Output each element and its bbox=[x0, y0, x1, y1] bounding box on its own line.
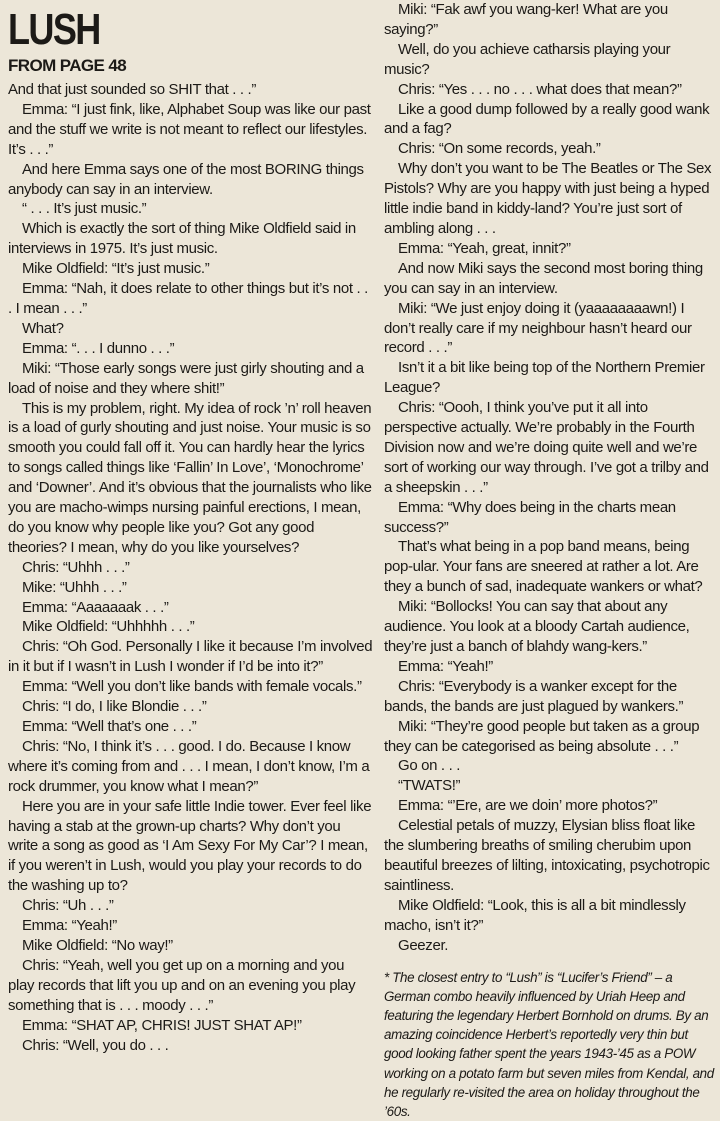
paragraph: Celestial petals of muzzy, Elysian bliss float like the slumbering breaths of smiling cherubim upon beautiful breezes of lilting, intoxicating, psychotropic saintliness. bbox=[384, 816, 718, 896]
paragraph: Miki: “Fak awf you wang-ker! What are you saying?” bbox=[384, 0, 718, 40]
paragraph: Which is exactly the sort of thing Mike Oldfield said in interviews in 1975. It’s just music. bbox=[8, 219, 374, 259]
paragraph: Emma: “Why does being in the charts mean success?” bbox=[384, 498, 718, 538]
paragraph: Well, do you achieve catharsis playing your music? bbox=[384, 40, 718, 80]
paragraph: Like a good dump followed by a really good wank and a fag? bbox=[384, 100, 718, 140]
paragraph: Emma: “Nah, it does relate to other things but it’s not . . . I mean . . .” bbox=[8, 279, 374, 319]
paragraph: Chris: “Well, you do . . . bbox=[8, 1036, 374, 1056]
paragraph: And that just sounded so SHIT that . . .” bbox=[8, 80, 374, 100]
paragraph: “TWATS!” bbox=[384, 776, 718, 796]
left-column bbox=[8, 0, 374, 1055]
paragraph: Emma: “Well you don’t like bands with female vocals.” bbox=[8, 677, 374, 697]
paragraph: Here you are in your safe little Indie tower. Ever feel like having a stab at the grown-up charts? Why don’t you write a song as good as ‘I Am Sexy For My Car’? I mean, if you weren’t in Lush, would you play your records to do the washing up to? bbox=[8, 797, 374, 897]
paragraph: Mike: “Uhhh . . .” bbox=[8, 578, 374, 598]
paragraph: This is my problem, right. My idea of rock ’n’ roll heaven is a load of gurly shouting and just noise. Your music is so smooth you could fall off it. You can hardly hear the lyrics to songs called things like ‘Fallin’ In Love’, ‘Monochrome’ and ‘Downer’. And it’s obvious that the journalists who like you are macho-wimps nursing painful erections, I mean, do you know why people like you? Got any good theories? I mean, why do you like yourselves? bbox=[8, 399, 374, 558]
paragraph: Emma: “Yeah!” bbox=[8, 916, 374, 936]
paragraph: Emma: “. . . I dunno . . .” bbox=[8, 339, 374, 359]
paragraph: Why don’t you want to be The Beatles or The Sex Pistols? Why are you happy with just being a hyped little indie band in kiddy-land? You’re just sort of ambling along . . . bbox=[384, 159, 718, 239]
paragraph: Geezer. bbox=[384, 936, 718, 956]
paragraph: Chris: “No, I think it’s . . . good. I do. Because I know where it’s coming from and . . . I mean, I don’t know, I’m a rock drummer, you know what I mean?” bbox=[8, 737, 374, 797]
paragraph: Miki: “We just enjoy doing it (yaaaaaaaawn!) I don’t really care if my neighbour hasn’t heard our record . . .” bbox=[384, 299, 718, 359]
footnote: * The closest entry to “Lush” is “Lucifer’s Friend” – a German combo heavily influenced by Uriah Heep and featuring the legendary Herbert Bornhold on drums. By an amazing coincidence Herbert’s reportedly very thin but good looking father spent the years 1943-’45 as a POW working on a potato farm but seven miles from Kendal, and he regularly re-visited the area on holiday throughout the ’60s. bbox=[384, 968, 718, 1121]
paragraph: And now Miki says the second most boring thing you can say in an interview. bbox=[384, 259, 718, 299]
paragraph: Emma: “’Ere, are we doin’ more photos?” bbox=[384, 796, 718, 816]
masthead-title: LUSH bbox=[8, 10, 308, 50]
paragraph: Mike Oldfield: “Look, this is all a bit mindlessly macho, isn’t it?” bbox=[384, 896, 718, 936]
continuation-heading: FROM PAGE 48 bbox=[8, 56, 374, 76]
paragraph: Miki: “Those early songs were just girly shouting and a load of noise and they where shit!” bbox=[8, 359, 374, 399]
paragraph: And here Emma says one of the most BORING things anybody can say in an interview. bbox=[8, 160, 374, 200]
paragraph: Chris: “Uhhh . . .” bbox=[8, 558, 374, 578]
paragraph: Chris: “Yeah, well you get up on a morning and you play records that lift you up and on an evening you play something that is . . . moody . . .” bbox=[8, 956, 374, 1016]
paragraph: Emma: “Aaaaaaak . . .” bbox=[8, 598, 374, 618]
paragraph: Mike Oldfield: “Uhhhhh . . .” bbox=[8, 617, 374, 637]
paragraph: What? bbox=[8, 319, 374, 339]
paragraph: Chris: “I do, I like Blondie . . .” bbox=[8, 697, 374, 717]
paragraph: Chris: “Yes . . . no . . . what does that mean?” bbox=[384, 80, 718, 100]
paragraph: Chris: “Uh . . .” bbox=[8, 896, 374, 916]
paragraph: “ . . . It’s just music.” bbox=[8, 199, 374, 219]
paragraph: Emma: “I just fink, like, Alphabet Soup was like our past and the stuff we write is not meant to reflect our lifestyles. It’s . . .” bbox=[8, 100, 374, 160]
paragraph: Emma: “SHAT AP, CHRIS! JUST SHAT AP!” bbox=[8, 1016, 374, 1036]
paragraph: That’s what being in a pop band means, being pop-ular. Your fans are sneered at rather a lot. Are they a bunch of sad, inadequate wankers or what? bbox=[384, 537, 718, 597]
paragraph: Mike Oldfield: “No way!” bbox=[8, 936, 374, 956]
paragraph: Chris: “On some records, yeah.” bbox=[384, 139, 718, 159]
paragraph: Isn’t it a bit like being top of the Northern Premier League? bbox=[384, 358, 718, 398]
paragraph: Mike Oldfield: “It’s just music.” bbox=[8, 259, 374, 279]
right-column bbox=[384, 0, 718, 1121]
paragraph: Chris: “Oh God. Personally I like it because I’m involved in it but if I wasn’t in Lush I wonder if I’d be into it?” bbox=[8, 637, 374, 677]
paragraph: Chris: “Oooh, I think you’ve put it all into perspective actually. We’re probably in the Fourth Division now and we’re doing quite well and we’re sort of working our way through. I’ve got a trilby and a sheepskin . . .” bbox=[384, 398, 718, 498]
paragraph: Emma: “Yeah, great, innit?” bbox=[384, 239, 718, 259]
paragraph: Chris: “Everybody is a wanker except for the bands, the bands are just plagued by wankers.” bbox=[384, 677, 718, 717]
paragraph: Miki: “They’re good people but taken as a group they can be categorised as being absolute . . .” bbox=[384, 717, 718, 757]
paragraph: Go on . . . bbox=[384, 756, 718, 776]
paragraph: Emma: “Yeah!” bbox=[384, 657, 718, 677]
paragraph: Emma: “Well that’s one . . .” bbox=[8, 717, 374, 737]
paragraph: Miki: “Bollocks! You can say that about any audience. You look at a bloody Cartah audience, they’re just a banch of blahdy wang-kers.” bbox=[384, 597, 718, 657]
